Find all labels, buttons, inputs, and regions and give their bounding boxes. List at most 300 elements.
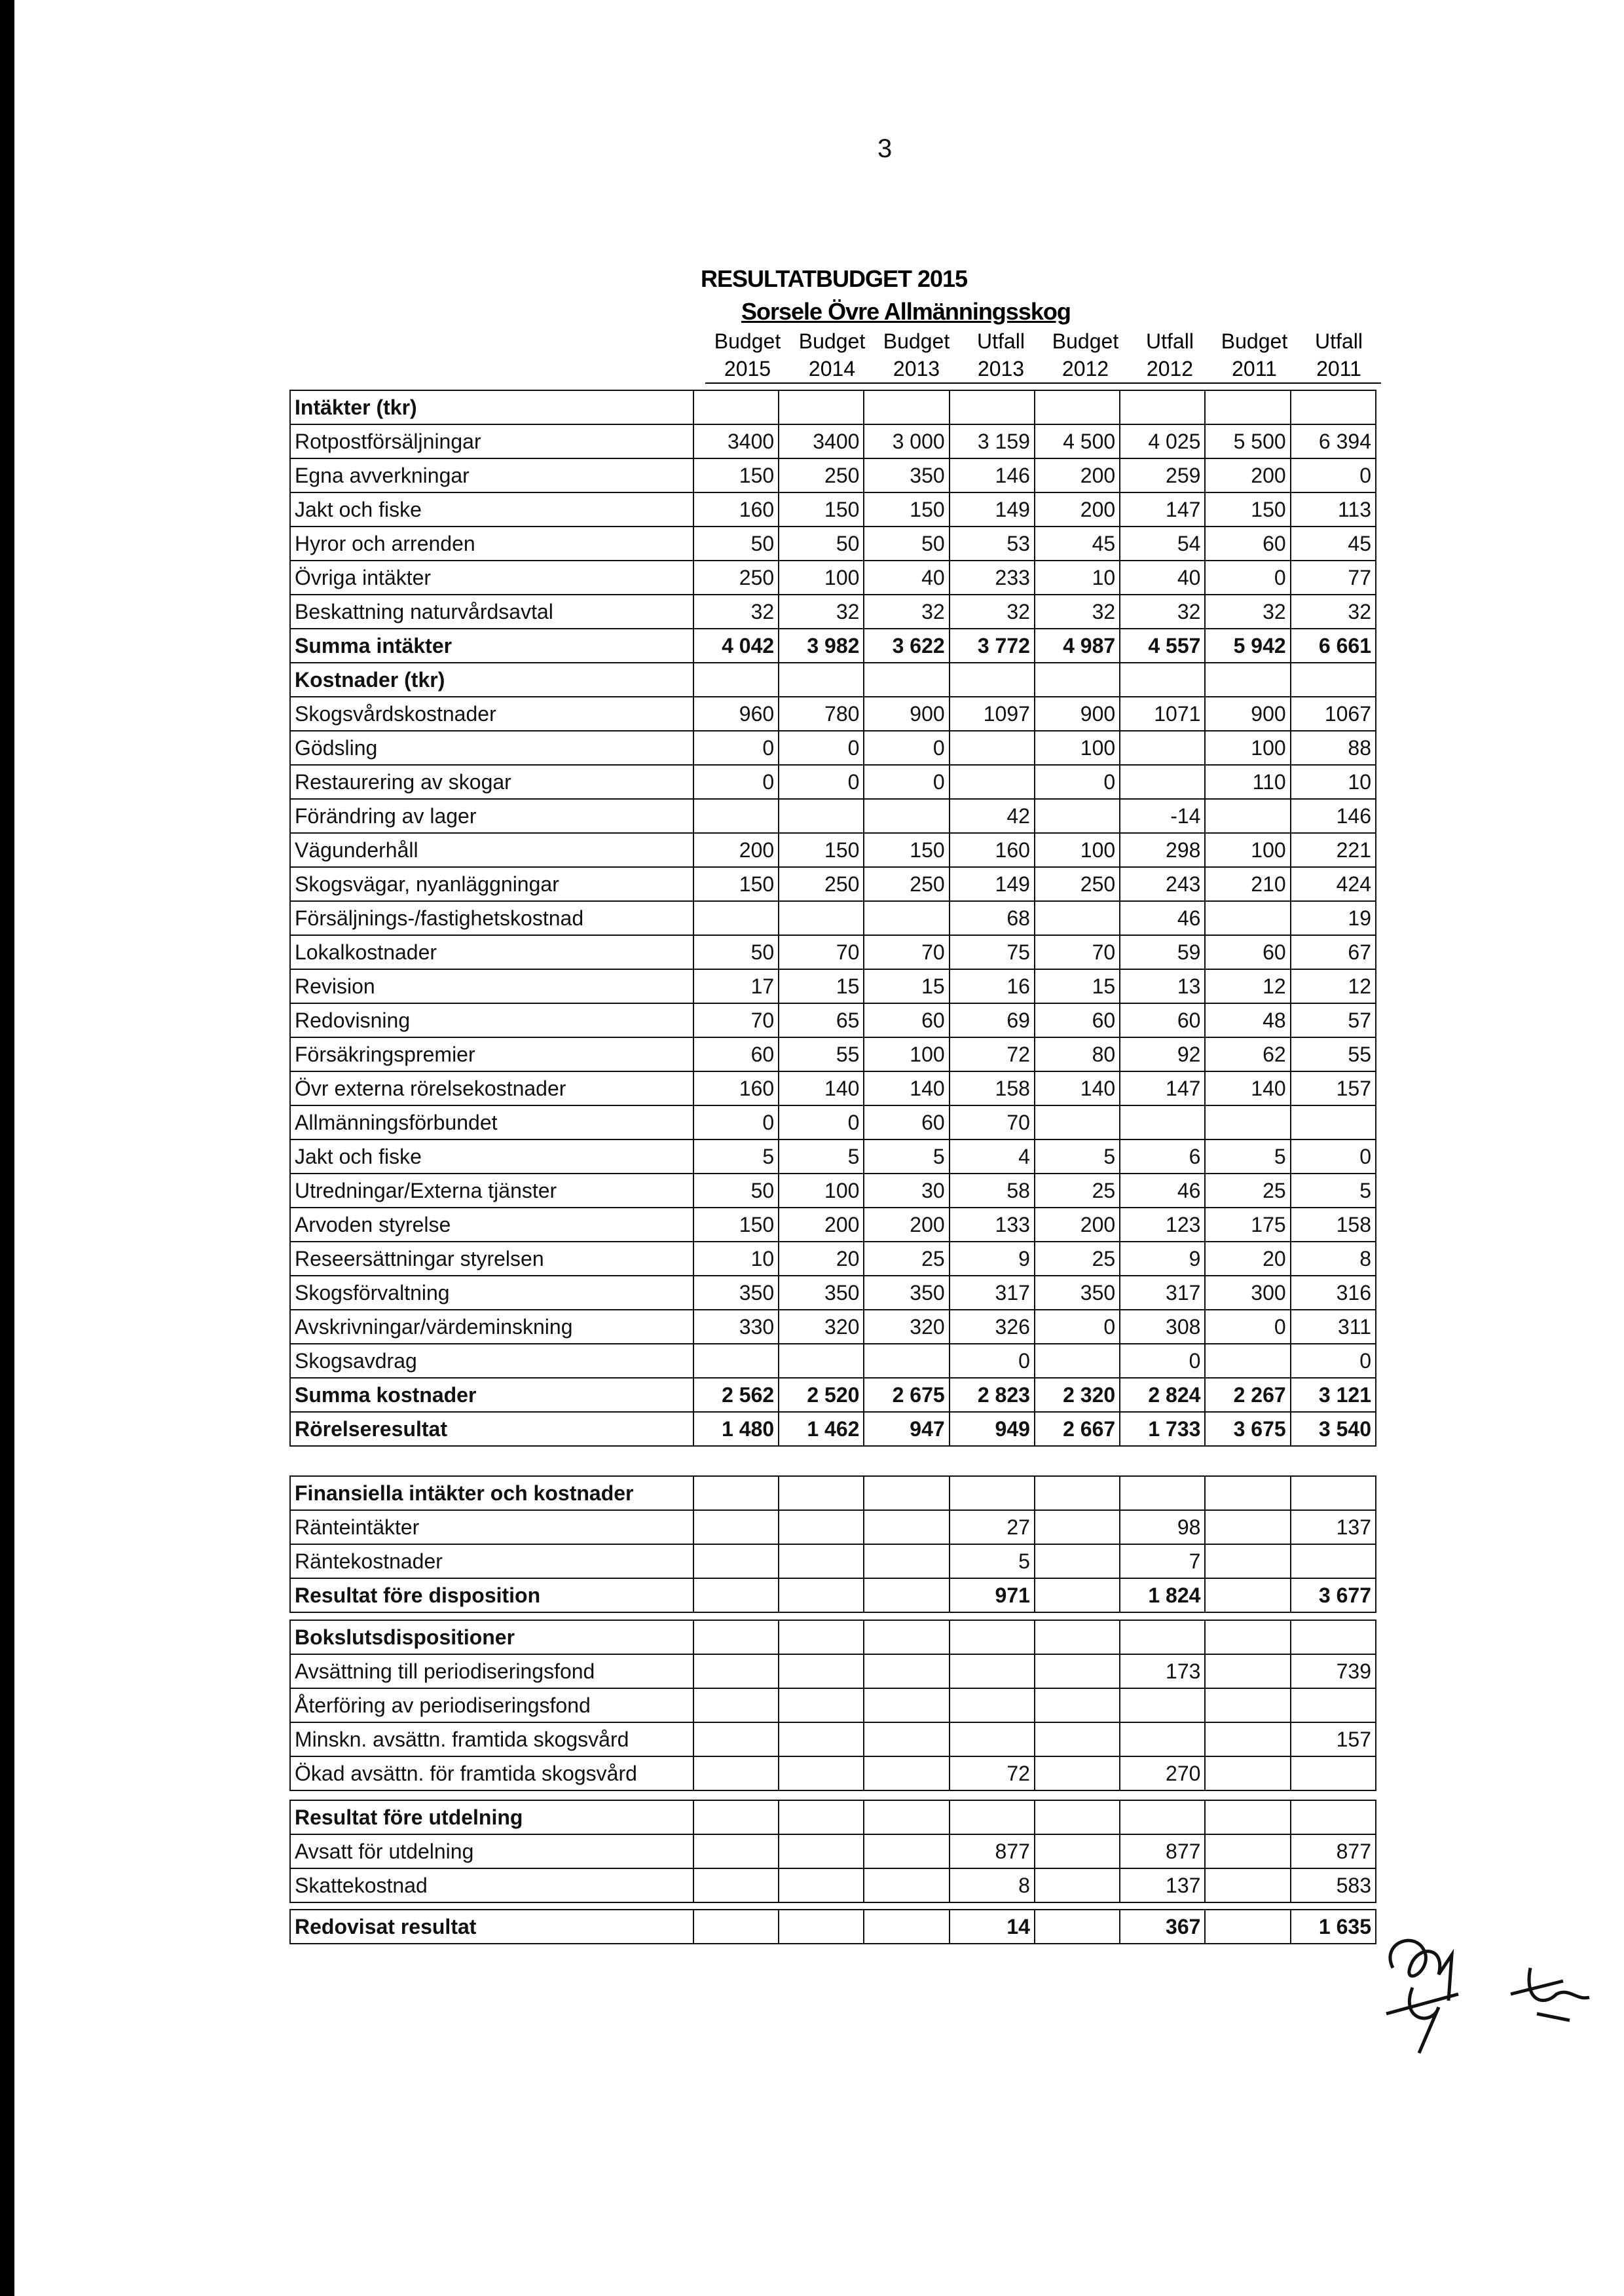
cell-value — [779, 1544, 864, 1578]
cell-value: 350 — [864, 458, 949, 492]
cell-value: 160 — [693, 1071, 779, 1105]
cell-value: 32 — [779, 595, 864, 629]
cell-value: 57 — [1291, 1003, 1376, 1037]
row-label: Skogsvårdskostnader — [290, 697, 693, 731]
table-row — [290, 1174, 1376, 1208]
row-label: Intäkter (tkr) — [290, 390, 693, 424]
cell-value: 4 042 — [693, 629, 779, 663]
row-label: Allmänningsförbundet — [290, 1105, 693, 1139]
cell-value — [864, 390, 949, 424]
table-row — [290, 390, 1376, 424]
cell-value — [1035, 1510, 1120, 1544]
cell-value — [779, 1510, 864, 1544]
cell-value — [693, 1654, 779, 1688]
cell-value: 140 — [864, 1071, 949, 1105]
cell-value: 3 000 — [864, 424, 949, 458]
row-label: Ränteintäkter — [290, 1510, 693, 1544]
cell-value: 250 — [779, 458, 864, 492]
cell-value: 3 159 — [950, 424, 1035, 458]
cell-value: 69 — [950, 1003, 1035, 1037]
cell-value: 10 — [1035, 561, 1120, 595]
cell-value — [1205, 1476, 1290, 1510]
cell-value: 0 — [950, 1344, 1035, 1378]
row-label: Finansiella intäkter och kostnader — [290, 1476, 693, 1510]
cell-value: 877 — [1291, 1834, 1376, 1868]
cell-value: 320 — [779, 1310, 864, 1344]
cell-value — [864, 1756, 949, 1790]
cell-value: 4 987 — [1035, 629, 1120, 663]
cell-value — [1205, 901, 1290, 935]
cell-value — [1291, 1688, 1376, 1722]
cell-value: 13 — [1120, 969, 1205, 1003]
cell-value — [1205, 1578, 1290, 1612]
cell-value: 1 824 — [1120, 1578, 1205, 1612]
col_types-0: Budget — [714, 329, 781, 353]
table-row — [290, 833, 1376, 867]
cell-value — [950, 1688, 1035, 1722]
cell-value: 20 — [779, 1242, 864, 1276]
cell-value: 25 — [864, 1242, 949, 1276]
cell-value: 146 — [1291, 799, 1376, 833]
cell-value: 75 — [950, 935, 1035, 969]
cell-value: 147 — [1120, 1071, 1205, 1105]
cell-value: 60 — [1035, 1003, 1120, 1037]
cell-value: 8 — [950, 1868, 1035, 1902]
row-label: Utredningar/Externa tjänster — [290, 1174, 693, 1208]
cell-value: 5 500 — [1205, 424, 1290, 458]
cell-value — [1205, 390, 1290, 424]
cell-value: 200 — [1035, 492, 1120, 527]
col_years-6: 2011 — [1212, 355, 1297, 383]
cell-value — [1035, 1476, 1120, 1510]
cell-value: 140 — [779, 1071, 864, 1105]
cell-value: 3400 — [693, 424, 779, 458]
cell-value — [1035, 1654, 1120, 1688]
cell-value: 32 — [1035, 595, 1120, 629]
row-label: Övriga intäkter — [290, 561, 693, 595]
table-row — [290, 1910, 1376, 1944]
table-row — [290, 1412, 1376, 1446]
cell-value: 350 — [779, 1276, 864, 1310]
cell-value: 160 — [693, 492, 779, 527]
cell-value: 54 — [1120, 527, 1205, 561]
cell-value: 1 480 — [693, 1412, 779, 1446]
cell-value — [950, 765, 1035, 799]
col_types-7: Utfall — [1315, 329, 1363, 353]
cell-value — [864, 1910, 949, 1944]
cell-value — [693, 1344, 779, 1378]
cell-value: 133 — [950, 1208, 1035, 1242]
cell-value: 50 — [864, 527, 949, 561]
col_types-6: Budget — [1221, 329, 1288, 353]
cell-value: 3 540 — [1291, 1412, 1376, 1446]
cell-value: 259 — [1120, 458, 1205, 492]
cell-value — [693, 1868, 779, 1902]
cell-value: 100 — [779, 561, 864, 595]
cell-value: 62 — [1205, 1037, 1290, 1071]
table-row — [290, 595, 1376, 629]
row-label: Skogsförvaltning — [290, 1276, 693, 1310]
cell-value: 17 — [693, 969, 779, 1003]
cell-value: 243 — [1120, 867, 1205, 901]
cell-value — [1205, 1654, 1290, 1688]
cell-value — [693, 663, 779, 697]
cell-value — [1291, 1105, 1376, 1139]
table-row — [290, 1722, 1376, 1756]
cell-value: 5 — [1291, 1174, 1376, 1208]
cell-value: 70 — [950, 1105, 1035, 1139]
cell-value: 60 — [1205, 527, 1290, 561]
cell-value: 1071 — [1120, 697, 1205, 731]
cell-value — [864, 901, 949, 935]
cell-value — [779, 1868, 864, 1902]
cell-value: 59 — [1120, 935, 1205, 969]
cell-value: 100 — [1035, 833, 1120, 867]
cell-value: 317 — [1120, 1276, 1205, 1310]
table-row — [290, 731, 1376, 765]
cell-value — [1205, 1105, 1290, 1139]
cell-value: 25 — [1035, 1174, 1120, 1208]
cell-value: 100 — [864, 1037, 949, 1071]
row-label: Jakt och fiske — [290, 492, 693, 527]
table-row — [290, 799, 1376, 833]
cell-value — [779, 1344, 864, 1378]
cell-value: 60 — [864, 1105, 949, 1139]
cell-value: 80 — [1035, 1037, 1120, 1071]
cell-value — [1120, 390, 1205, 424]
cell-value: 5 942 — [1205, 629, 1290, 663]
report-subtitle: Sorsele Övre Allmänningsskog — [741, 298, 1071, 325]
cell-value: 4 500 — [1035, 424, 1120, 458]
cell-value: 250 — [779, 867, 864, 901]
table-row — [290, 1242, 1376, 1276]
cell-value — [1120, 765, 1205, 799]
cell-value: 150 — [864, 833, 949, 867]
cell-value: 19 — [1291, 901, 1376, 935]
cell-value — [1035, 1834, 1120, 1868]
table-row — [290, 663, 1376, 697]
cell-value — [1120, 1800, 1205, 1834]
table-row — [290, 1276, 1376, 1310]
cell-value: 221 — [1291, 833, 1376, 867]
cell-value: 72 — [950, 1037, 1035, 1071]
cell-value — [1205, 1344, 1290, 1378]
cell-value — [693, 901, 779, 935]
cell-value — [693, 1578, 779, 1612]
cell-value: 350 — [864, 1276, 949, 1310]
cell-value — [864, 1654, 949, 1688]
cell-value: 233 — [950, 561, 1035, 595]
cell-value — [864, 1510, 949, 1544]
row-label: Avsättning till periodiseringsfond — [290, 1654, 693, 1688]
cell-value — [864, 1578, 949, 1612]
cell-value: 5 — [779, 1139, 864, 1174]
row-label: Skogsavdrag — [290, 1344, 693, 1378]
row-label: Försäkringspremier — [290, 1037, 693, 1071]
cell-value — [1205, 799, 1290, 833]
cell-value: 32 — [1205, 595, 1290, 629]
col_years-4: 2012 — [1043, 355, 1128, 383]
cell-value — [1035, 1688, 1120, 1722]
cell-value: 123 — [1120, 1208, 1205, 1242]
cell-value — [693, 1476, 779, 1510]
cell-value — [693, 1688, 779, 1722]
cell-value — [1035, 1910, 1120, 1944]
cell-value: 45 — [1291, 527, 1376, 561]
cell-value — [1291, 1544, 1376, 1578]
cell-value: 4 557 — [1120, 629, 1205, 663]
cell-value: 949 — [950, 1412, 1035, 1446]
table-row — [290, 1756, 1376, 1790]
cell-value: 8 — [1291, 1242, 1376, 1276]
cell-value: 4 025 — [1120, 424, 1205, 458]
cell-value: 5 — [1205, 1139, 1290, 1174]
cell-value — [693, 1756, 779, 1790]
cell-value — [950, 390, 1035, 424]
cell-value: 2 667 — [1035, 1412, 1120, 1446]
table-row — [290, 1510, 1376, 1544]
cell-value: 250 — [693, 561, 779, 595]
row-label: Egna avverkningar — [290, 458, 693, 492]
cell-value: 0 — [1291, 1344, 1376, 1378]
cell-value: 2 823 — [950, 1378, 1035, 1412]
table-row — [290, 765, 1376, 799]
table-row — [290, 1868, 1376, 1902]
row-label: Resultat före utdelning — [290, 1800, 693, 1834]
cell-value: 0 — [779, 731, 864, 765]
cell-value: 971 — [950, 1578, 1035, 1612]
cell-value: 98 — [1120, 1510, 1205, 1544]
cell-value: 6 394 — [1291, 424, 1376, 458]
cell-value: 150 — [779, 833, 864, 867]
cell-value — [1035, 1344, 1120, 1378]
cell-value: 3 121 — [1291, 1378, 1376, 1412]
cell-value: 110 — [1205, 765, 1290, 799]
cell-value: 25 — [1205, 1174, 1290, 1208]
table-row — [290, 1344, 1376, 1378]
cell-value: 0 — [864, 765, 949, 799]
cell-value: 10 — [1291, 765, 1376, 799]
row-label: Vägunderhåll — [290, 833, 693, 867]
cell-value: 150 — [864, 492, 949, 527]
cell-value — [950, 1722, 1035, 1756]
cell-value: 1097 — [950, 697, 1035, 731]
cell-value: 200 — [1035, 458, 1120, 492]
table-row — [290, 1834, 1376, 1868]
appropriations-table — [289, 1620, 1376, 1791]
cell-value: 15 — [864, 969, 949, 1003]
cell-value: 140 — [1205, 1071, 1290, 1105]
cell-value: 70 — [864, 935, 949, 969]
cell-value — [1035, 1868, 1120, 1902]
cell-value: 7 — [1120, 1544, 1205, 1578]
row-label: Restaurering av skogar — [290, 765, 693, 799]
cell-value: 50 — [693, 527, 779, 561]
col_years-0: 2015 — [705, 355, 790, 383]
cell-value: 32 — [1120, 595, 1205, 629]
cell-value: 739 — [1291, 1654, 1376, 1688]
table-row — [290, 1105, 1376, 1139]
table-row — [290, 424, 1376, 458]
handwritten-signature — [1373, 1916, 1609, 2066]
cell-value: -14 — [1120, 799, 1205, 833]
table-row — [290, 901, 1376, 935]
cell-value: 1 733 — [1120, 1412, 1205, 1446]
cell-value: 270 — [1120, 1756, 1205, 1790]
cell-value: 2 320 — [1035, 1378, 1120, 1412]
table-row — [290, 1310, 1376, 1344]
row-label: Redovisning — [290, 1003, 693, 1037]
col_types-2: Budget — [883, 329, 950, 353]
cell-value: 877 — [950, 1834, 1035, 1868]
row-label: Kostnader (tkr) — [290, 663, 693, 697]
cell-value: 50 — [779, 527, 864, 561]
cell-value: 149 — [950, 867, 1035, 901]
cell-value: 150 — [779, 492, 864, 527]
cell-value — [779, 1722, 864, 1756]
row-label: Beskattning naturvårdsavtal — [290, 595, 693, 629]
cell-value — [1120, 1620, 1205, 1654]
cell-value: 70 — [693, 1003, 779, 1037]
col_years-5: 2012 — [1128, 355, 1212, 383]
table-row — [290, 1544, 1376, 1578]
cell-value: 200 — [864, 1208, 949, 1242]
cell-value: 67 — [1291, 935, 1376, 969]
table-row — [290, 1800, 1376, 1834]
page-number: 3 — [877, 134, 893, 163]
cell-value: 16 — [950, 969, 1035, 1003]
cell-value — [779, 1910, 864, 1944]
cell-value — [1120, 1688, 1205, 1722]
cell-value — [950, 663, 1035, 697]
col_years-3: 2013 — [959, 355, 1043, 383]
cell-value: 308 — [1120, 1310, 1205, 1344]
cell-value: 32 — [693, 595, 779, 629]
cell-value — [1205, 1868, 1290, 1902]
table-row — [290, 1208, 1376, 1242]
cell-value: 330 — [693, 1310, 779, 1344]
cell-value: 147 — [1120, 492, 1205, 527]
table-row — [290, 1037, 1376, 1071]
row-label: Ökad avsättn. för framtida skogsvård — [290, 1756, 693, 1790]
cell-value: 424 — [1291, 867, 1376, 901]
cell-value: 140 — [1035, 1071, 1120, 1105]
row-label: Reseersättningar styrelsen — [290, 1242, 693, 1276]
cell-value: 100 — [1205, 731, 1290, 765]
cell-value: 200 — [779, 1208, 864, 1242]
table-row — [290, 1139, 1376, 1174]
cell-value — [1120, 1722, 1205, 1756]
cell-value — [864, 1722, 949, 1756]
cell-value — [693, 1544, 779, 1578]
cell-value: 32 — [1291, 595, 1376, 629]
cell-value — [1035, 1544, 1120, 1578]
cell-value: 42 — [950, 799, 1035, 833]
cell-value — [1035, 1620, 1120, 1654]
table-row — [290, 1071, 1376, 1105]
cell-value: 2 562 — [693, 1378, 779, 1412]
table-row — [290, 867, 1376, 901]
cell-value — [1120, 663, 1205, 697]
financial-items-table — [289, 1475, 1376, 1613]
cell-value: 1 462 — [779, 1412, 864, 1446]
cell-value: 149 — [950, 492, 1035, 527]
cell-value — [1035, 1800, 1120, 1834]
cell-value — [779, 663, 864, 697]
cell-value: 60 — [864, 1003, 949, 1037]
cell-value: 60 — [693, 1037, 779, 1071]
cell-value — [1120, 1105, 1205, 1139]
cell-value: 6 661 — [1291, 629, 1376, 663]
cell-value: 40 — [864, 561, 949, 595]
cell-value: 146 — [950, 458, 1035, 492]
row-label: Skogsvägar, nyanläggningar — [290, 867, 693, 901]
cell-value: 0 — [693, 765, 779, 799]
row-label: Summa kostnader — [290, 1378, 693, 1412]
cell-value: 0 — [1291, 1139, 1376, 1174]
cell-value — [693, 1800, 779, 1834]
cell-value: 3 675 — [1205, 1412, 1290, 1446]
row-label: Hyror och arrenden — [290, 527, 693, 561]
cell-value — [1205, 1834, 1290, 1868]
cell-value: 150 — [693, 458, 779, 492]
cell-value: 55 — [1291, 1037, 1376, 1071]
cell-value — [779, 1834, 864, 1868]
cell-value — [864, 1620, 949, 1654]
cell-value — [1205, 1544, 1290, 1578]
row-label: Revision — [290, 969, 693, 1003]
cell-value: 316 — [1291, 1276, 1376, 1310]
cell-value: 50 — [693, 935, 779, 969]
table-row — [290, 1654, 1376, 1688]
cell-value — [1035, 1578, 1120, 1612]
row-label: Rörelseresultat — [290, 1412, 693, 1446]
cell-value — [779, 799, 864, 833]
cell-value: 9 — [1120, 1242, 1205, 1276]
distribution-table — [289, 1800, 1376, 1903]
cell-value: 72 — [950, 1756, 1035, 1790]
cell-value: 3400 — [779, 424, 864, 458]
cell-value: 100 — [779, 1174, 864, 1208]
row-label: Avskrivningar/värdeminskning — [290, 1310, 693, 1344]
table-row — [290, 969, 1376, 1003]
row-label: Arvoden styrelse — [290, 1208, 693, 1242]
cell-value: 298 — [1120, 833, 1205, 867]
cell-value: 0 — [1205, 1310, 1290, 1344]
cell-value: 0 — [779, 1105, 864, 1139]
row-label: Bokslutsdispositioner — [290, 1620, 693, 1654]
cell-value: 68 — [950, 901, 1035, 935]
cell-value — [1205, 1510, 1290, 1544]
cell-value — [1035, 663, 1120, 697]
cell-value: 317 — [950, 1276, 1035, 1310]
row-label: Räntekostnader — [290, 1544, 693, 1578]
cell-value — [1205, 1800, 1290, 1834]
cell-value — [693, 1722, 779, 1756]
report-title: RESULTATBUDGET 2015 — [701, 265, 968, 292]
cell-value: 583 — [1291, 1868, 1376, 1902]
table-row — [290, 1003, 1376, 1037]
cell-value: 3 982 — [779, 629, 864, 663]
cell-value: 780 — [779, 697, 864, 731]
cell-value — [779, 1688, 864, 1722]
cell-value — [779, 1620, 864, 1654]
cell-value: 53 — [950, 527, 1035, 561]
cell-value — [864, 1868, 949, 1902]
cell-value — [693, 390, 779, 424]
cell-value — [1291, 1620, 1376, 1654]
row-label: Övr externa rörelsekostnader — [290, 1071, 693, 1105]
